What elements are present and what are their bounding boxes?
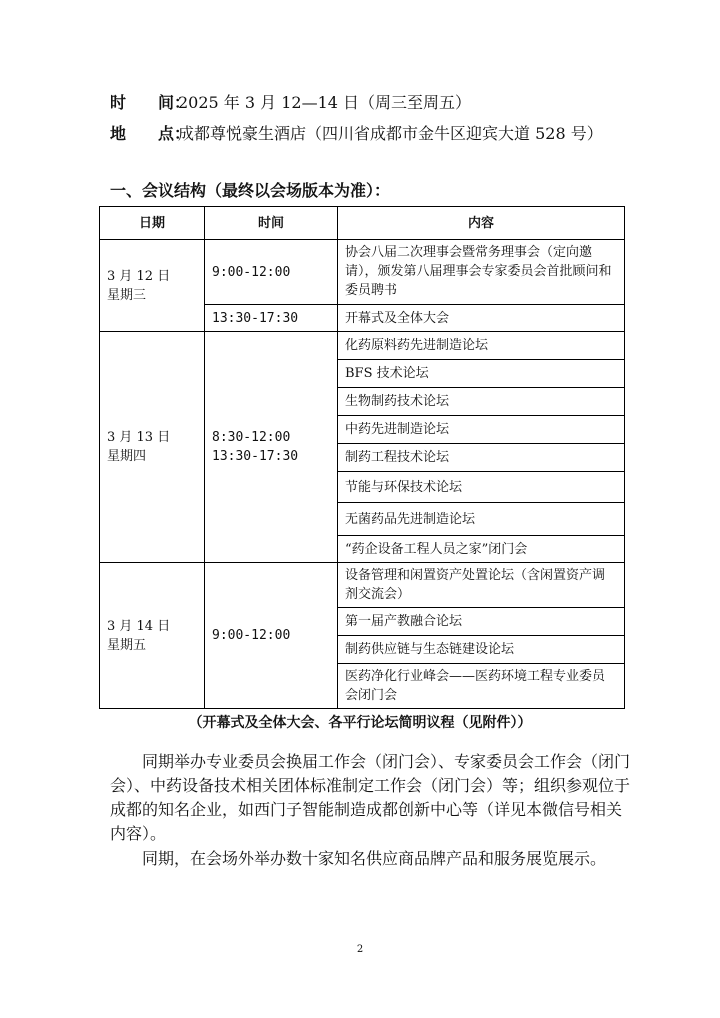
place-label: 地 点： <box>110 124 191 143</box>
place-value: 成都尊悦豪生酒店（四川省成都市金牛区迎宾大道 528 号） <box>178 124 603 143</box>
day1-slot1-time: 9:00-12:00 <box>205 240 338 305</box>
header-time: 时间 <box>205 207 338 240</box>
day2-item: 无菌药品先进制造论坛 <box>338 503 625 536</box>
day3-item: 制药供应链与生态链建设论坛 <box>338 636 625 664</box>
day1-slot2-content: 开幕式及全体大会 <box>338 305 625 332</box>
header-date: 日期 <box>100 207 205 240</box>
day1-date: 3 月 12 日 <box>107 268 171 284</box>
day2-time1: 8:30-12:00 <box>212 430 291 445</box>
day1-date-cell <box>100 240 205 332</box>
day3-date-cell <box>100 563 205 709</box>
schedule-table <box>99 206 625 709</box>
day2-weekday: 星期四 <box>107 449 147 464</box>
section-title: 一、会议结构（最终以会场版本为准）： <box>110 181 391 200</box>
table-header-row <box>100 207 625 240</box>
time-value: 2025 年 3 月 12—14 日（周三至周五） <box>178 93 472 112</box>
day1-slot2-time: 13:30-17:30 <box>205 305 338 332</box>
header-content: 内容 <box>338 207 625 240</box>
day2-item: 制药工程技术论坛 <box>338 444 625 472</box>
day3-item: 医药净化行业峰会——医药环境工程专业委员会闭门会 <box>338 664 625 709</box>
day1-weekday: 星期三 <box>107 287 147 303</box>
day1-slot1-content: 协会八届二次理事会暨常务理事会（定向邀请），颁发第八届理事会专家委员会首批顾问和委员聘书 <box>338 240 625 305</box>
meeting-place <box>110 121 603 144</box>
table-row <box>100 332 625 360</box>
day2-item: 节能与环保技术论坛 <box>338 472 625 503</box>
day3-time: 9:00-12:00 <box>205 563 338 709</box>
day3-date: 3 月 14 日 <box>107 618 171 634</box>
paragraph-side-events: 同期举办专业委员会换届工作会（闭门会）、专家委员会工作会（闭门会）、中药设备技术相关团体标准制定工作会（闭门会）等；组织参观位于成都的知名企业，如西门子智能制造成都创新中心等（详见本微信号相关内容）。 <box>110 752 631 843</box>
day2-item: “药企设备工程人员之家”闭门会 <box>338 536 625 563</box>
day2-time-cell <box>205 332 338 563</box>
day3-item: 第一届产教融合论坛 <box>338 608 625 636</box>
meeting-time <box>110 90 471 113</box>
day3-item: 设备管理和闲置资产处置论坛（含闲置资产调剂交流会） <box>338 563 625 608</box>
day2-date: 3 月 13 日 <box>107 430 171 445</box>
paragraph-exhibition: 同期，在会场外举办数十家知名供应商品牌产品和服务展览展示。 <box>142 849 607 868</box>
agenda-note: （开幕式及全体大会、各平行论坛简明议程（见附件）） <box>188 715 532 731</box>
table-row <box>100 240 625 305</box>
day2-item: 生物制药技术论坛 <box>338 388 625 416</box>
page-number: 2 <box>356 944 364 955</box>
day2-item: 化药原料药先进制造论坛 <box>338 332 625 360</box>
day3-weekday: 星期五 <box>107 637 147 653</box>
day2-date-cell <box>100 332 205 563</box>
day2-item: 中药先进制造论坛 <box>338 416 625 444</box>
day2-time2: 13:30-17:30 <box>212 449 299 464</box>
time-label: 时 间： <box>110 93 191 112</box>
table-row <box>100 563 625 608</box>
day2-item: BFS 技术论坛 <box>338 360 625 388</box>
